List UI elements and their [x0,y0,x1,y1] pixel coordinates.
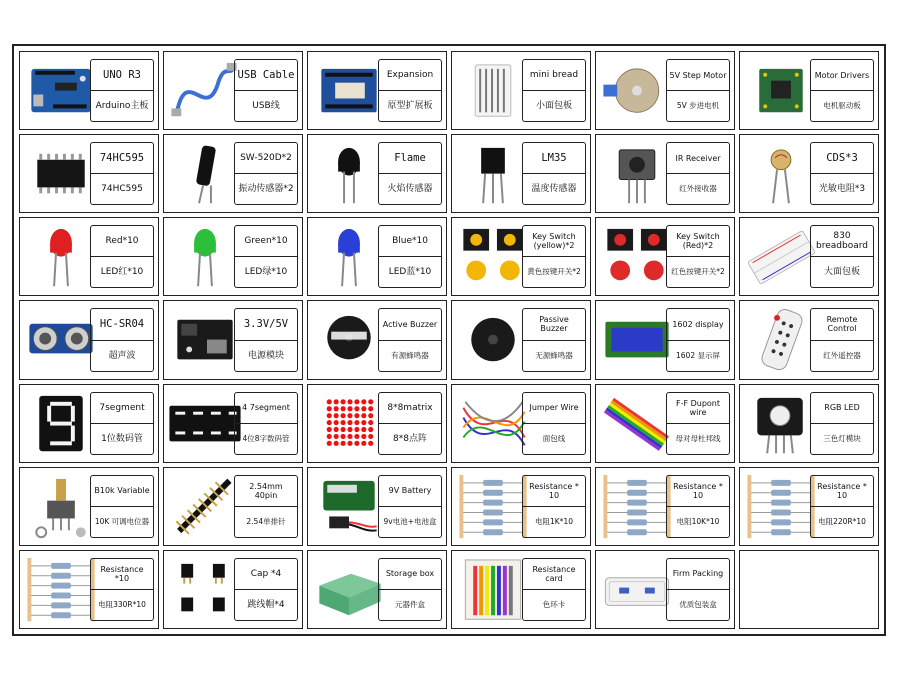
item-label-box [378,475,442,538]
item-label-box [666,392,730,455]
item-chinese-name: 优质包装盒 [679,599,717,609]
item-english-name: Green*10 [235,226,297,257]
item-english-name: 3.3V/5V [235,309,297,340]
item-chinese-name: 10K 可调电位器 [94,516,150,526]
item-chinese-name: 电机驱动板 [823,101,861,111]
item-label-box [522,225,586,288]
red-key-switch-icon [599,221,675,292]
item-label-box [810,59,874,122]
component-cell-dupont-wire [595,384,735,463]
item-label-box [810,142,874,205]
item-english-name: 1602 display [667,309,729,340]
power-module-icon [167,304,243,375]
resistor-icon [599,471,675,542]
item-label-box [666,59,730,122]
passive-buzzer-icon [455,304,531,375]
item-chinese-name: 电阻1K*10 [535,516,573,526]
component-cell-7segment [19,384,159,463]
item-chinese-name: LED红*10 [100,267,144,278]
item-chinese-name: 4位8字数码管 [242,433,290,443]
item-label-box [90,392,154,455]
component-list-sheet [12,44,886,636]
item-chinese-name: 1602 显示屏 [676,350,720,360]
item-chinese-name: 振动传感器*2 [238,184,294,195]
item-chinese-name: 无源蜂鸣器 [535,350,573,360]
component-cell-resistance-10k [595,467,735,546]
component-cell-empty [739,550,879,629]
item-chinese-name: 5V 步进电机 [676,101,720,111]
component-cell-5v-step-motor [595,51,735,130]
item-chinese-name: 火焰传感器 [387,184,433,195]
item-label-box [234,59,298,122]
component-cell-key-switch-yellow [451,217,591,296]
component-cell-mini-breadboard [451,51,591,130]
item-english-name: CDS*3 [811,143,873,174]
item-label-box [666,475,730,538]
component-cell-9v-battery [307,467,447,546]
item-english-name: RGB LED [811,393,873,424]
item-label-box [522,392,586,455]
stepper-motor-icon [599,55,675,126]
component-cell-uno-r3-arduino-board [19,51,159,130]
component-cell-key-switch-red [595,217,735,296]
item-label-box [522,142,586,205]
component-cell-motor-drivers [739,51,879,130]
component-cell-2.54mm-40pin [163,467,303,546]
item-chinese-name: 74HC595 [101,184,143,195]
item-chinese-name: 红外接收器 [679,184,717,194]
component-cell-expansion-board [307,51,447,130]
item-english-name: 9V Battery [379,476,441,507]
component-cell-hc-sr04 [19,300,159,379]
component-cell-resistance-330r [19,550,159,629]
item-chinese-name: 红色按键开关*2 [671,267,725,277]
jumper-cap-icon [167,554,243,625]
item-english-name: Key Switch (yellow)*2 [523,226,585,257]
item-chinese-name: USB线 [252,101,280,112]
item-english-name: LM35 [523,143,585,174]
component-cell-green-led [163,217,303,296]
component-cell-jumper-wire [451,384,591,463]
component-cell-passive-buzzer [451,300,591,379]
active-buzzer-icon [311,304,387,375]
packing-box-icon [599,554,675,625]
item-english-name: UNO R3 [91,60,153,91]
item-label-box [810,308,874,371]
item-label-box [90,308,154,371]
item-chinese-name: 电阻220R*10 [818,516,866,526]
component-cell-b10k-variable [19,467,159,546]
item-chinese-name: 色环卡 [542,599,566,609]
item-english-name: USB Cable [235,60,297,91]
breadboard-icon [743,221,819,292]
item-chinese-name: 大面包板 [823,267,860,278]
item-english-name: Flame [379,143,441,174]
item-chinese-name: 有源蜂鸣器 [391,350,429,360]
item-english-name: 74HC595 [91,143,153,174]
motor-driver-icon [743,55,819,126]
potentiometer-icon [23,471,99,542]
remote-control-icon [743,304,819,375]
item-english-name: Remote Control [811,309,873,340]
ic-chip-icon [23,138,99,209]
item-english-name: Passive Buzzer [523,309,585,340]
item-chinese-name: Arduino主板 [95,101,149,112]
item-english-name: 5V Step Motor [667,60,729,91]
item-label-box [234,225,298,288]
item-label-box [90,59,154,122]
usb-cable-icon [167,55,243,126]
item-label-box [234,475,298,538]
item-english-name: 7segment [91,393,153,424]
component-cell-resistance-card [451,550,591,629]
item-chinese-name: 8*8点阵 [393,433,427,444]
item-english-name: Motor Drivers [811,60,873,91]
item-english-name: Resistance * 10 [667,476,729,507]
item-english-name: B10k Variable [91,476,153,507]
item-english-name: Red*10 [91,226,153,257]
item-english-name: Active Buzzer [379,309,441,340]
item-label-box [522,558,586,621]
component-cell-cap [163,550,303,629]
green-led-icon [167,221,243,292]
item-label-box [666,225,730,288]
arduino-board-icon [23,55,99,126]
tilt-sensor-icon [167,138,243,209]
item-chinese-name: 温度传感器 [531,184,577,195]
item-label-box [90,142,154,205]
item-label-box [666,142,730,205]
item-english-name: 4 7segment [235,393,297,424]
jumper-wire-icon [455,388,531,459]
item-english-name: Expansion [379,60,441,91]
item-english-name: SW-520D*2 [235,143,297,174]
mini-breadboard-icon [455,55,531,126]
component-cell-1602-display [595,300,735,379]
dot-matrix-icon [311,388,387,459]
item-label-box [234,308,298,371]
item-label-box [666,558,730,621]
yellow-key-switch-icon [455,221,531,292]
rgb-led-module-icon [743,388,819,459]
item-english-name: Blue*10 [379,226,441,257]
component-cell-remote-control [739,300,879,379]
item-label-box [234,392,298,455]
component-cell-resistance-220r [739,467,879,546]
item-chinese-name: 超声波 [108,350,136,361]
red-led-icon [23,221,99,292]
item-chinese-name: 9v电池+电池盒 [383,516,437,526]
item-label-box [90,225,154,288]
item-chinese-name: 1位数码管 [101,433,143,444]
item-label-box [378,392,442,455]
item-chinese-name: LED绿*10 [244,267,288,278]
item-english-name: 830 breadboard [811,226,873,257]
item-english-name: IR Receiver [667,143,729,174]
storage-box-icon [311,554,387,625]
photoresistor-icon [743,138,819,209]
battery-icon [311,471,387,542]
item-chinese-name: LED蓝*10 [388,267,432,278]
component-cell-4-7segment [163,384,303,463]
component-cell-cds-photoresistor [739,134,879,213]
item-chinese-name: 电阻10K*10 [676,516,720,526]
item-label-box [810,475,874,538]
component-cell-830-breadboard [739,217,879,296]
component-cell-storage-box [307,550,447,629]
component-cell-firm-packing [595,550,735,629]
resistor-color-card-icon [455,554,531,625]
component-cell-usb-cable [163,51,303,130]
four-digit-display-icon [167,388,243,459]
item-chinese-name: 电阻330R*10 [98,599,146,609]
item-english-name: 2.54mm 40pin [235,476,297,507]
expansion-board-icon [311,55,387,126]
component-grid [19,51,879,629]
component-cell-74hc595 [19,134,159,213]
pin-header-icon [167,471,243,542]
item-chinese-name: 2.54单排针 [246,516,286,526]
item-english-name: Cap *4 [235,559,297,590]
item-english-name: Resistance card [523,559,585,590]
resistor-icon [23,554,99,625]
item-chinese-name: 红外遥控器 [823,350,861,360]
item-label-box [90,475,154,538]
item-label-box [234,558,298,621]
item-chinese-name: 母对母杜邦线 [675,433,721,443]
item-label-box [666,308,730,371]
resistor-icon [743,471,819,542]
item-label-box [378,142,442,205]
item-label-box [810,392,874,455]
item-english-name: Resistance * 10 [523,476,585,507]
item-english-name: Key Switch (Red)*2 [667,226,729,257]
item-english-name: mini bread [523,60,585,91]
ultrasonic-sensor-icon [23,304,99,375]
flame-sensor-icon [311,138,387,209]
item-english-name: 8*8matrix [379,393,441,424]
component-cell-active-buzzer [307,300,447,379]
item-chinese-name: 小面包板 [535,101,572,112]
seven-segment-icon [23,388,99,459]
item-label-box [522,475,586,538]
item-english-name: Resistance * 10 [811,476,873,507]
item-english-name: HC-SR04 [91,309,153,340]
component-cell-flame-sensor [307,134,447,213]
component-cell-rgb-led [739,384,879,463]
item-chinese-name: 光敏电阻*3 [818,184,866,195]
item-english-name: Storage box [379,559,441,590]
component-cell-lm35 [451,134,591,213]
item-chinese-name: 面包线 [542,433,566,443]
item-label-box [378,308,442,371]
item-label-box [378,225,442,288]
component-cell-red-led [19,217,159,296]
dupont-wire-icon [599,388,675,459]
item-chinese-name: 跳线帽*4 [247,599,285,610]
item-label-box [234,142,298,205]
lcd-display-icon [599,304,675,375]
component-cell-resistance-1k [451,467,591,546]
item-label-box [522,59,586,122]
component-cell-blue-led [307,217,447,296]
item-chinese-name: 元器件盒 [395,599,425,609]
temperature-sensor-icon [455,138,531,209]
item-english-name: F-F Dupont wire [667,393,729,424]
item-english-name: Firm Packing [667,559,729,590]
blue-led-icon [311,221,387,292]
item-label-box [378,59,442,122]
item-chinese-name: 电源模块 [247,350,284,361]
item-chinese-name: 三色灯模块 [823,433,861,443]
item-chinese-name: 黄色按键开关*2 [527,267,581,277]
item-english-name: Jumper Wire [523,393,585,424]
item-label-box [378,558,442,621]
component-cell-power-module [163,300,303,379]
item-label-box [810,225,874,288]
component-cell-ir-receiver [595,134,735,213]
component-cell-sw-520d [163,134,303,213]
resistor-icon [455,471,531,542]
item-label-box [90,558,154,621]
component-cell-8x8-matrix [307,384,447,463]
item-chinese-name: 原型扩展板 [387,101,433,112]
item-label-box [522,308,586,371]
ir-receiver-icon [599,138,675,209]
item-english-name: Resistance *10 [91,559,153,590]
